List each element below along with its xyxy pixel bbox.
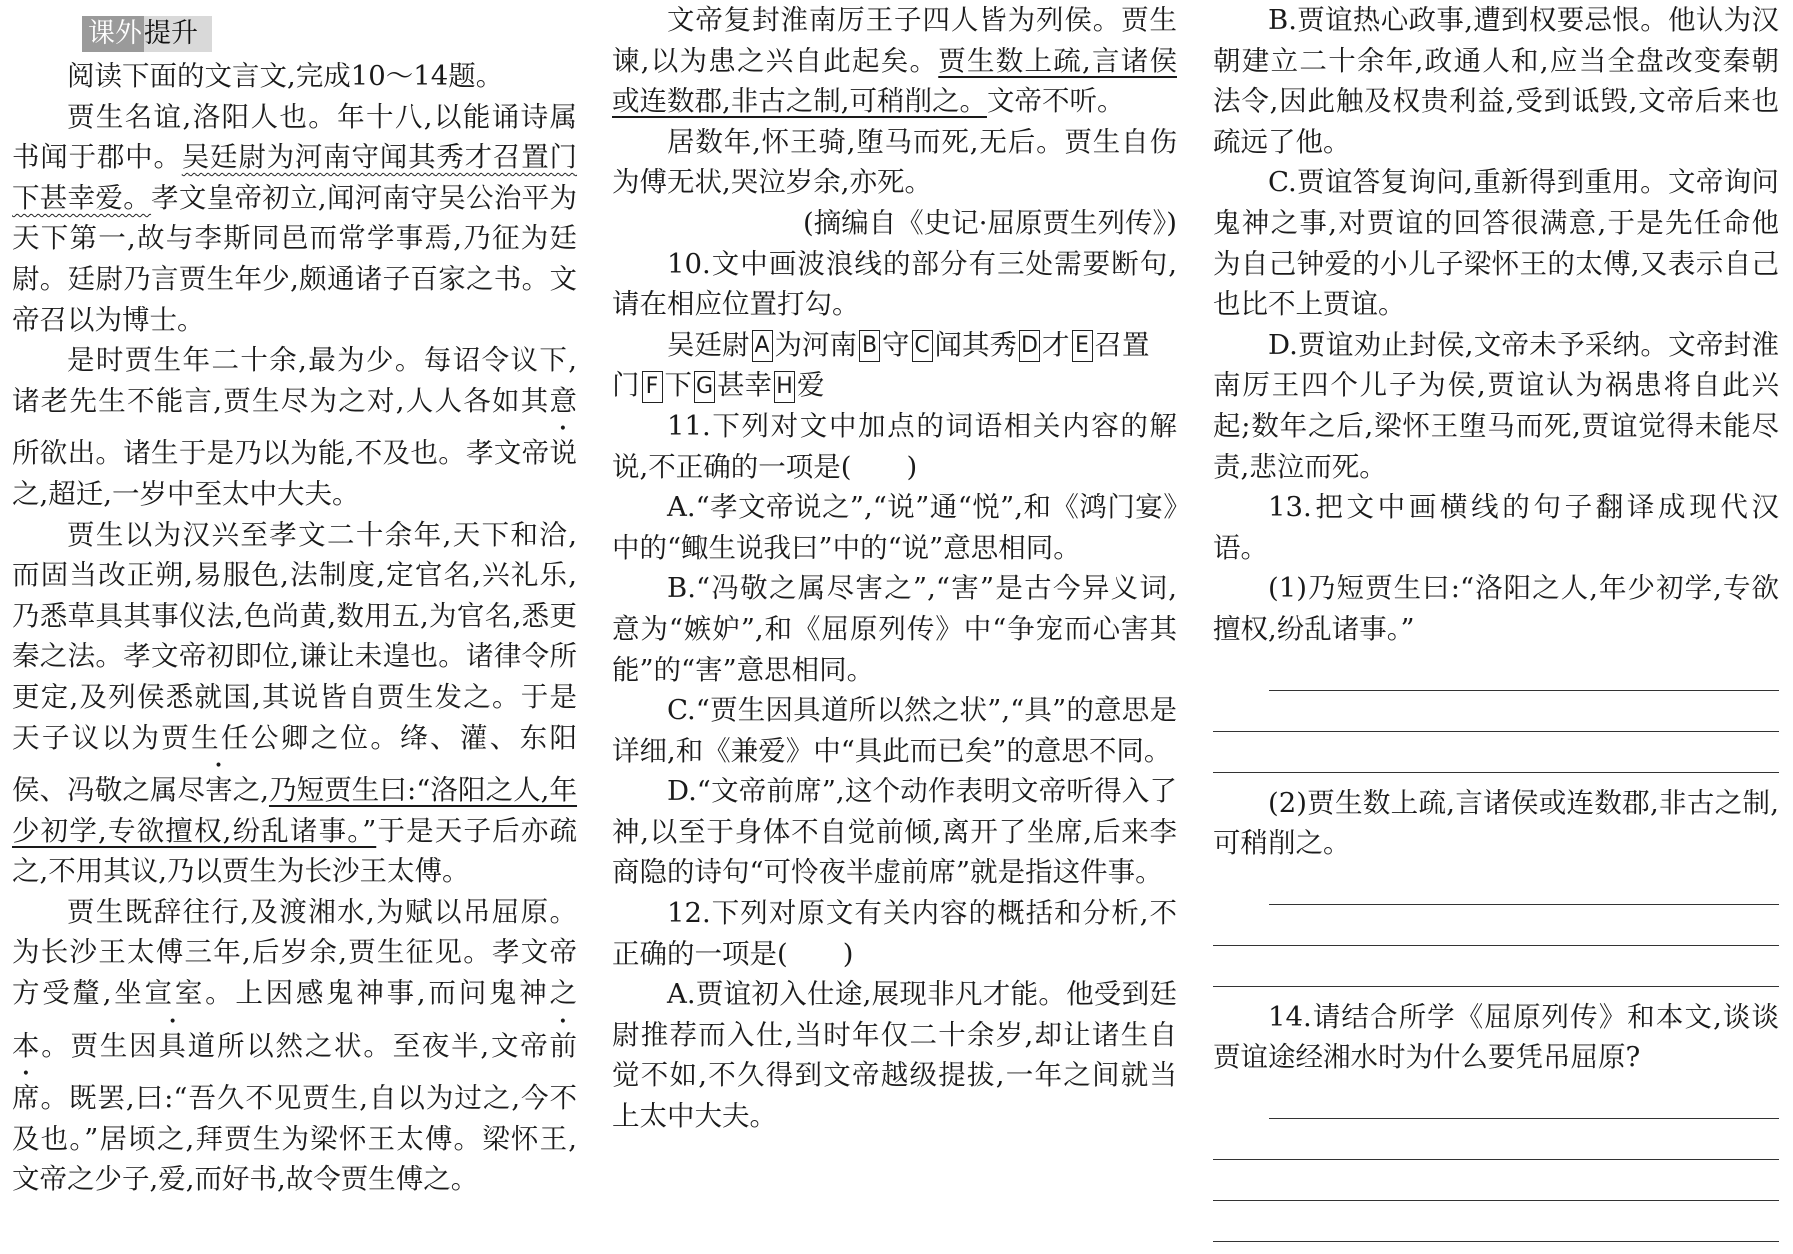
q10-text: 吴廷尉 bbox=[667, 328, 750, 361]
answer-line[interactable] bbox=[1213, 701, 1779, 732]
q10-text: 闻其秀 bbox=[934, 328, 1017, 361]
column-left bbox=[12, 0, 577, 1200]
question-12-option-c[interactable]: C.贾谊答复询问,重新得到重用。文帝询问鬼神之事,对贾谊的回答很满意,于是先任命他为自己钟爱的小儿子梁怀王的太傅,又表示自己也比不上贾谊。 bbox=[1213, 166, 1779, 321]
section-tag bbox=[82, 16, 212, 52]
question-11-stem: 11.下列对文中加点的词语相关内容的解说,不正确的一项是( ) bbox=[612, 409, 1177, 483]
question-13-stem: 13.把文中画横线的句子翻译成现代汉语。 bbox=[1213, 491, 1779, 564]
question-11-option-a[interactable]: A.“孝文帝说之”,“说”通“悦”,和《鸿门宴》中的“鲰生说我曰”中的“说”意思相同。 bbox=[612, 491, 1177, 564]
question-12-option-d[interactable]: D.贾谊劝止封侯,文帝未予采纳。文帝封淮南厉王四个儿子为侯,贾谊认为祸患将自此兴起;数年之后,梁怀王堕马而死,贾谊觉得未能尽责,悲泣而死。 bbox=[1213, 328, 1779, 483]
spacer bbox=[1213, 650, 1779, 660]
checkbox-C[interactable]: C bbox=[912, 330, 933, 362]
dotted-word-ju: 具 bbox=[158, 1029, 188, 1062]
q10-text: 才 bbox=[1042, 328, 1070, 361]
wavy-underlined-sentence: 吴廷尉为河南守闻其秀才召置门下甚幸爱。 bbox=[12, 141, 578, 214]
q10-text: 爱 bbox=[797, 369, 825, 402]
answer-line[interactable] bbox=[1213, 1170, 1779, 1201]
dotted-word-qianxi: 前席 bbox=[12, 1029, 578, 1115]
checkbox-B[interactable]: B bbox=[859, 330, 880, 362]
checkbox-F[interactable]: F bbox=[642, 371, 663, 403]
question-11-option-b[interactable]: B.“冯敬之属尽害之”,“害”是古今异义词,意为“嫉妒”,和《屈原列传》中“争宠而心害其能”的“害”意思相同。 bbox=[612, 572, 1177, 686]
answer-line[interactable] bbox=[1213, 742, 1779, 773]
q10-text: 守 bbox=[882, 328, 910, 361]
question-10-line-1 bbox=[612, 325, 1177, 366]
question-12-option-a[interactable]: A.贾谊初入仕途,展现非凡才能。他受到廷尉推荐而入仕,当时年仅二十余岁,却让诸生自觉不如,不久得到文帝越级提拔,一年之间就当上太中大夫。 bbox=[612, 978, 1177, 1133]
q10-text: 召置 bbox=[1094, 328, 1150, 361]
checkbox-H[interactable]: H bbox=[774, 371, 795, 403]
answer-line[interactable] bbox=[1213, 1129, 1779, 1160]
spacer bbox=[1213, 1078, 1779, 1088]
passage-text: 是时贾生年二十余,最为少。每诏令议下,诸老先生不能言,贾生尽为之对,人人各如其意所欲出。诸生于是乃以为能,不及也。孝文帝 bbox=[12, 344, 577, 470]
question-10-stem: 10.文中画波浪线的部分有三处需要断句,请在相应位置打勾。 bbox=[612, 247, 1177, 321]
question-12-stem: 12.下列对原文有关内容的概括和分析,不正确的一项是( ) bbox=[612, 897, 1177, 970]
passage-source: (摘编自《史记·屈原贾生列传》) bbox=[803, 206, 1177, 239]
passage-paragraph-5 bbox=[612, 0, 1177, 122]
question-14-stem: 14.请结合所学《屈原列传》和本文,谈谈贾谊途经湘水时为什么要凭吊屈原? bbox=[1213, 1000, 1779, 1074]
answer-line[interactable] bbox=[1213, 915, 1779, 946]
checkbox-D[interactable]: D bbox=[1019, 330, 1040, 362]
column-middle bbox=[612, 0, 1177, 1137]
answer-line[interactable] bbox=[1269, 1088, 1779, 1119]
section-tag-dark: 课外 bbox=[88, 18, 142, 49]
passage-paragraph-3 bbox=[12, 515, 577, 892]
checkbox-A[interactable]: A bbox=[752, 330, 773, 362]
answer-line[interactable] bbox=[1213, 1211, 1779, 1242]
passage-paragraph-1 bbox=[12, 97, 577, 341]
q10-text: 为河南 bbox=[774, 328, 857, 361]
passage-text: 文帝不听。 bbox=[986, 85, 1125, 118]
passage-text: 之,超迁,一岁中至太中大夫。 bbox=[12, 477, 360, 510]
q10-text: 下 bbox=[664, 369, 692, 402]
passage-paragraph-2 bbox=[12, 340, 577, 514]
passage-text: 于是天子后亦疏之,不用其议,乃以贾生为长沙王太傅。 bbox=[12, 814, 577, 888]
passage-text: 贾生以为汉兴至孝文二十余年,天下和洽,而固当改正朔,易服色,法制度,定官名,兴礼乐,乃悉草具其事仪法,色尚黄,数用五,为官名,悉更秦之法。孝文帝初即位,谦让未遑也。诸律令所更定,及列侯悉就国,其说皆自贾生发之。于是天子议以为贾生任公卿之位。绛、灌、东阳侯、冯敬之属尽 bbox=[12, 518, 577, 807]
passage-paragraph-6: 居数年,怀王骑,堕马而死,无后。贾生自伤为傅无状,哭泣岁余,亦死。 bbox=[612, 125, 1177, 199]
answer-line[interactable] bbox=[1269, 874, 1779, 905]
checkbox-E[interactable]: E bbox=[1072, 330, 1093, 362]
answer-line[interactable] bbox=[1213, 956, 1779, 987]
underlined-sentence-2: 贾生数上疏,言诸侯或连数郡,非古之制,可稍削之。 bbox=[612, 44, 1177, 118]
passage-paragraph-4 bbox=[12, 892, 577, 1200]
question-10-line-2 bbox=[612, 365, 1177, 406]
dotted-word-hai: 害 bbox=[205, 774, 233, 807]
question-12-option-b[interactable]: B.贾谊热心政事,遭到权要忌恨。他认为汉朝建立二十余年,政通人和,应当全盘改变秦朝法令,因此触及权贵利益,受到诋毁,文帝后来也疏远了他。 bbox=[1213, 4, 1779, 158]
passage-text: 孝文皇帝初立,闻河南守吴公治平为天下第一,故与李斯同邑而常学事焉,乃征为廷尉。廷尉乃言贾生年少,颇通诸子百家之书。文帝召以为博士。 bbox=[12, 181, 577, 336]
dotted-word-shuo: 说 bbox=[549, 437, 577, 470]
question-13-sentence-1: (1)乃短贾生曰:“洛阳之人,年少初学,专欲擅权,纷乱诸事。” bbox=[1213, 572, 1779, 645]
passage-text: 之, bbox=[232, 774, 269, 807]
underlined-sentence-1: 乃短贾生曰:“洛阳之人,年少初学,专欲擅权,纷乱诸事。” bbox=[12, 774, 578, 847]
passage-text: 贾生名谊,洛阳人也。年十八,以能诵诗属书闻于郡中。 bbox=[12, 100, 577, 174]
answer-line[interactable] bbox=[1269, 660, 1779, 691]
passage-text: 文帝复封淮南厉王子四人皆为列侯。贾生谏,以为患之兴自此起矣。 bbox=[612, 4, 1177, 77]
passage-text: 贾生既辞往行,及渡湘水,为赋以吊屈原。为长沙王太傅三年,后岁余,贾生征见。孝文帝方受釐,坐宣室。上因感鬼神事,而问鬼神之本。贾生因 bbox=[12, 895, 577, 1062]
passage-text: 。既罢,曰:“吾久不见贾生,自以为过之,今不及也。”居顷之,拜贾生为梁怀王太傅。梁怀王,文帝之少子,爱,而好书,故令贾生傅之。 bbox=[12, 1082, 578, 1196]
section-tag-light: 提升 bbox=[144, 18, 198, 49]
question-11-option-d[interactable]: D.“文帝前席”,这个动作表明文帝听得入了神,以至于身体不自觉前倾,离开了坐席,后来李商隐的诗句“可怜夜半虚前席”就是指这件事。 bbox=[612, 775, 1177, 889]
question-13-sentence-2: (2)贾生数上疏,言诸侯或连数郡,非古之制,可稍削之。 bbox=[1213, 786, 1779, 860]
checkbox-G[interactable]: G bbox=[694, 371, 715, 403]
q10-text: 甚幸 bbox=[717, 369, 772, 402]
question-11-option-c[interactable]: C.“贾生因具道所以然之状”,“具”的意思是详细,和《兼爱》中“具此而已矣”的意思不同。 bbox=[612, 694, 1177, 767]
passage-text: 道所以然之状。至夜半,文帝 bbox=[187, 1029, 550, 1062]
spacer bbox=[1213, 864, 1779, 874]
intro-instruction: 阅读下面的文言文,完成10～14题。 bbox=[67, 60, 504, 92]
q10-text: 门 bbox=[612, 369, 640, 402]
column-right bbox=[1213, 0, 1779, 1252]
